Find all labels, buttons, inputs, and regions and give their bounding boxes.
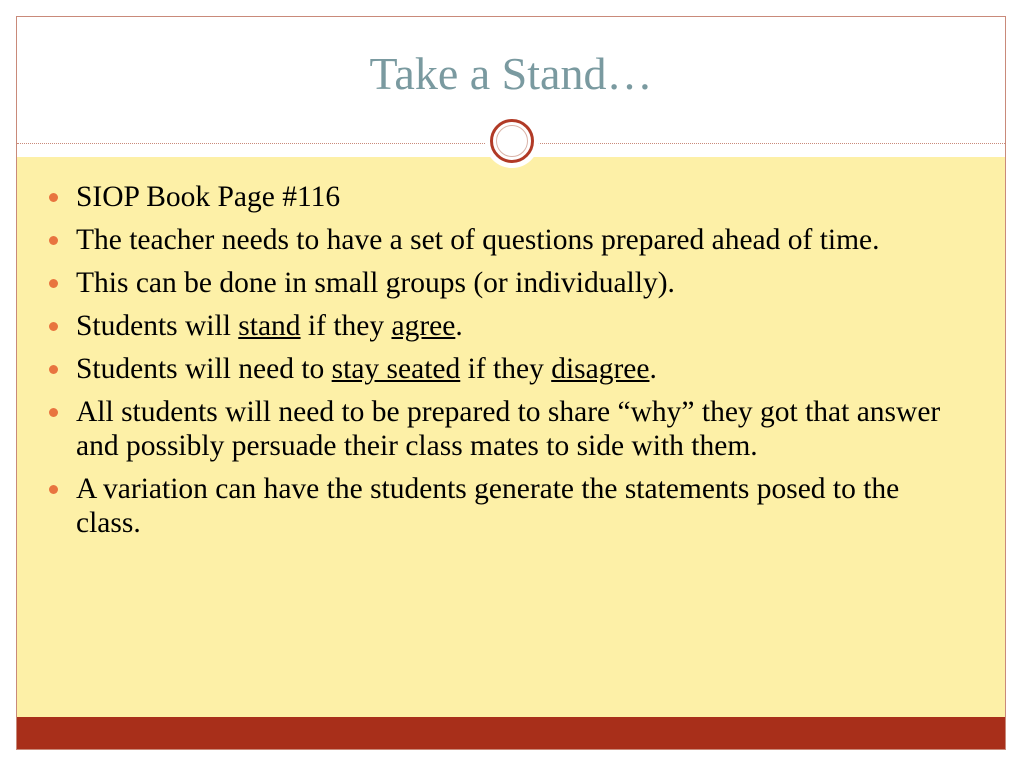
bullet-text-part: if they (460, 353, 552, 385)
slide-title: Take a Stand… (369, 48, 653, 99)
bullet-item (44, 180, 944, 214)
bullet-dot-icon (49, 193, 58, 202)
bullet-text: All students will need to be prepared to share “why” they got that answer and possibly persuade their class mates to side with them. (76, 396, 941, 462)
underlined-term-stand: stand (238, 310, 301, 342)
bullet-text: A variation can have the students generate the statements posed to the class. (76, 473, 900, 539)
bullet-item (44, 352, 944, 386)
bullet-text: The teacher needs to have a set of questions prepared ahead of time. (76, 224, 880, 256)
footer-band (17, 717, 1005, 750)
underlined-term-stay-seated: stay seated (331, 353, 461, 385)
bullet-item (44, 472, 944, 540)
underlined-term-agree: agree (391, 310, 456, 342)
circle-ornament-icon (485, 114, 539, 168)
bullet-text-part: Students will need to (76, 353, 332, 385)
bullet-item (44, 395, 944, 463)
bullet-text: This can be done in small groups (or individually). (76, 267, 675, 299)
bullet-text-part: if they (300, 310, 392, 342)
bullet-item (44, 266, 944, 300)
bullet-text: SIOP Book Page #116 (76, 181, 341, 213)
bullet-text-part: . (649, 353, 657, 385)
underlined-term-disagree: disagree (551, 353, 650, 385)
bullet-dot-icon (49, 485, 58, 494)
bullet-item (44, 309, 944, 343)
bullet-dot-icon (49, 322, 58, 331)
bullet-dot-icon (49, 408, 58, 417)
bullet-item (44, 223, 944, 257)
bullet-text-part: Students will (76, 310, 239, 342)
bullet-dot-icon (49, 236, 58, 245)
ornament-inner-ring (496, 125, 528, 157)
bullet-dot-icon (49, 279, 58, 288)
bullet-dot-icon (49, 365, 58, 374)
bullet-list (44, 180, 944, 549)
bullet-text-part: . (455, 310, 463, 342)
